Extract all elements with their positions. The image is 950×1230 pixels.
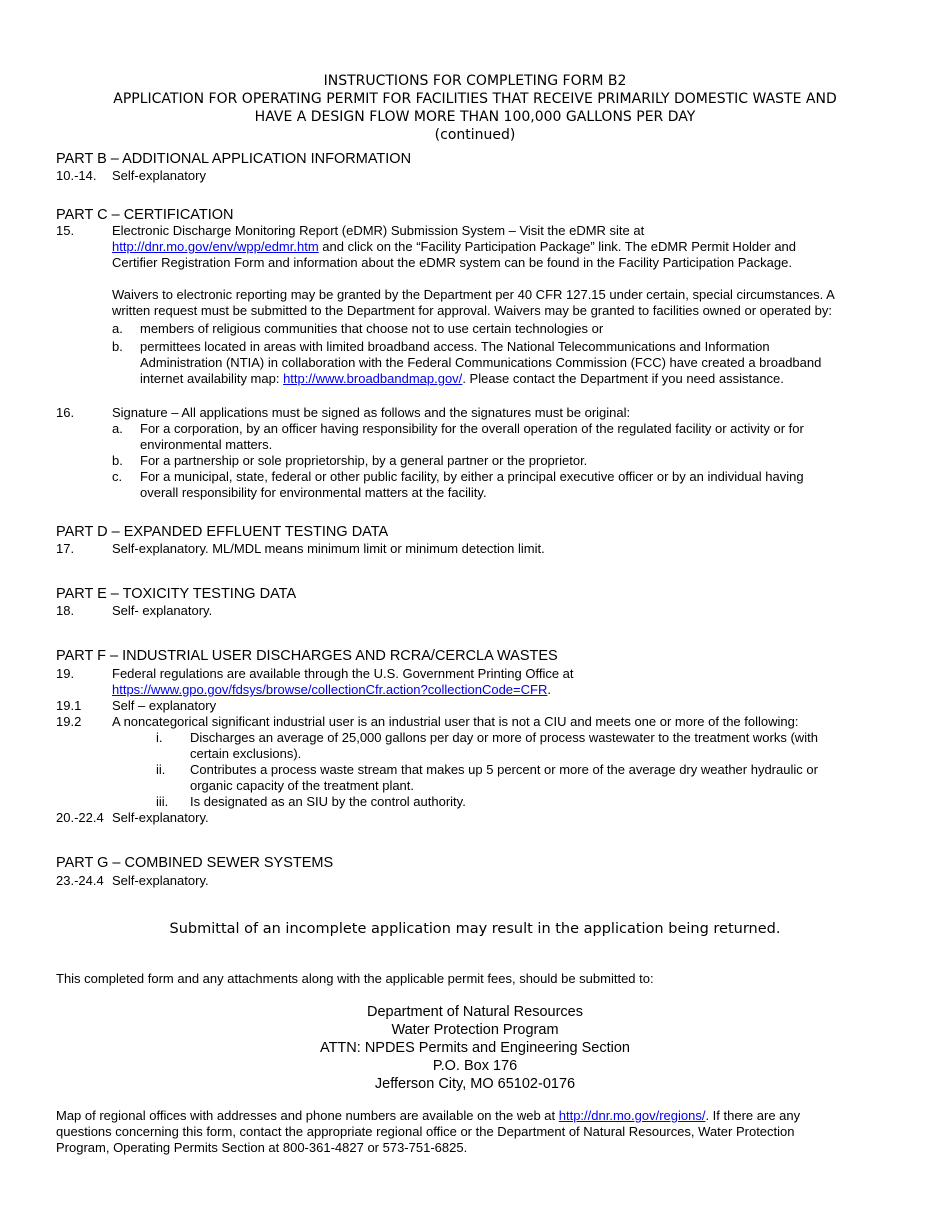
footer-text: questions concerning this form, contact the appropriate regional office or the Department of Natural Resources, Water Protection: [56, 1124, 795, 1139]
item-number: 15.: [56, 223, 75, 238]
list-item: permittees located in areas with limited broadband access. The National Telecommunications and Information: [140, 339, 770, 354]
list-label: b.: [112, 339, 123, 354]
item-text: written request must be submitted to the Department for approval. Waivers may be granted to facilities owned or operated by:: [112, 303, 832, 318]
broadband-map-link[interactable]: http://www.broadbandmap.gov/: [283, 371, 463, 386]
title-line-1: INSTRUCTIONS FOR COMPLETING FORM B2: [323, 73, 627, 89]
submission-instructions: This completed form and any attachments along with the applicable permit fees, should be submitted to:: [56, 971, 654, 986]
address-line: Jefferson City, MO 65102-0176: [374, 1076, 576, 1092]
item-number: 10.-14.: [56, 168, 97, 183]
item-text: A noncategorical significant industrial user is an industrial user that is not a CIU and meets one or more of the following:: [112, 714, 799, 729]
item-text: Signature – All applications must be signed as follows and the signatures must be original:: [112, 405, 631, 420]
address-line: Water Protection Program: [391, 1022, 559, 1038]
list-item: environmental matters.: [140, 437, 273, 452]
item-text: Self- explanatory.: [112, 603, 213, 618]
footer-text: [56, 1108, 800, 1124]
list-item: [140, 371, 784, 387]
gpo-cfr-link[interactable]: https://www.gpo.gov/fdsys/browse/collectionCfr.action?collectionCode=CFR: [112, 682, 548, 697]
list-item: Is designated as an SIU by the control authority.: [190, 794, 466, 809]
item-text: and click on the “Facility Participation Package” link. The eDMR Permit Holder and: [318, 239, 797, 254]
part-f-heading: PART F – INDUSTRIAL USER DISCHARGES AND RCRA/CERCLA WASTES: [56, 648, 558, 664]
address-line: ATTN: NPDES Permits and Engineering Section: [319, 1040, 630, 1056]
item-text: Certifier Registration Form and information about the eDMR system can be found in the Facility Participation Package.: [112, 255, 792, 270]
regional-offices-link[interactable]: http://dnr.mo.gov/regions/: [558, 1108, 706, 1123]
item-number: 20.-22.4: [56, 810, 104, 825]
item-text: [112, 682, 551, 698]
list-item: Administration (NTIA) in collaboration with the Federal Communications Commission (FCC) have created a broadband: [140, 355, 822, 370]
item-text: Waivers to electronic reporting may be granted by the Department per 40 CFR 127.15 under certain, special circumstances. A: [112, 287, 835, 302]
title-line-2: APPLICATION FOR OPERATING PERMIT FOR FACILITIES THAT RECEIVE PRIMARILY DOMESTIC WASTE AND: [113, 91, 837, 107]
part-b-heading: PART B – ADDITIONAL APPLICATION INFORMATION: [56, 151, 412, 167]
item-text: Self-explanatory. ML/MDL means minimum limit or minimum detection limit.: [112, 541, 545, 556]
mailing-address: [0, 1003, 950, 1093]
list-item: Discharges an average of 25,000 gallons per day or more of process wastewater to the treatment works (with: [190, 730, 818, 745]
item-text: Federal regulations are available through the U.S. Government Printing Office at: [112, 666, 574, 681]
footer-text: Map of regional offices with addresses and phone numbers are available on the web at: [56, 1108, 559, 1123]
title-line-3: HAVE A DESIGN FLOW MORE THAN 100,000 GALLONS PER DAY: [254, 109, 696, 125]
item-text: .: [547, 682, 551, 697]
list-label: c.: [112, 469, 123, 484]
list-item: members of religious communities that choose not to use certain technologies or: [140, 321, 604, 336]
part-g-heading: PART G – COMBINED SEWER SYSTEMS: [56, 855, 334, 871]
item-text: Electronic Discharge Monitoring Report (eDMR) Submission System – Visit the eDMR site at: [112, 223, 645, 238]
item-text: [112, 239, 796, 255]
list-label: b.: [112, 453, 123, 468]
list-item: organic capacity of the treatment plant.: [190, 778, 415, 793]
item-number: 18.: [56, 603, 75, 618]
item-number: 19.2: [56, 714, 82, 729]
item-text: Self-explanatory.: [112, 873, 209, 888]
list-label: i.: [156, 730, 163, 745]
title-line-4: (continued): [434, 127, 516, 143]
incomplete-application-notice: Submittal of an incomplete application may result in the application being returned.: [169, 921, 781, 937]
list-item: For a partnership or sole proprietorship, by a general partner or the proprietor.: [140, 453, 588, 468]
footer-text: . If there are any: [705, 1108, 801, 1123]
part-e-heading: PART E – TOXICITY TESTING DATA: [56, 586, 297, 602]
item-text: Self-explanatory.: [112, 810, 209, 825]
footer-text: Program, Operating Permits Section at 800-361-4827 or 573-751-6825.: [56, 1140, 468, 1155]
list-item: certain exclusions).: [190, 746, 302, 761]
item-text: . Please contact the Department if you need assistance.: [462, 371, 784, 386]
list-label: ii.: [156, 762, 166, 777]
list-item: For a municipal, state, federal or other public facility, by either a principal executive officer or by an individual having: [140, 469, 804, 484]
item-text: internet availability map:: [140, 371, 284, 386]
item-number: 19.1: [56, 698, 82, 713]
list-item: For a corporation, by an officer having responsibility for the overall operation of the regulated facility or activity or for: [140, 421, 804, 436]
list-item: Contributes a process waste stream that makes up 5 percent or more of the average dry weather hydraulic or: [190, 762, 818, 777]
item-text: Self-explanatory: [112, 168, 206, 183]
list-item: overall responsibility for environmental matters at the facility.: [140, 485, 487, 500]
item-number: 19.: [56, 666, 75, 681]
list-label: a.: [112, 321, 123, 336]
item-number: 16.: [56, 405, 75, 420]
list-label: iii.: [156, 794, 169, 809]
address-line: P.O. Box 176: [432, 1058, 518, 1074]
part-c-heading: PART C – CERTIFICATION: [56, 207, 234, 223]
document-title: [0, 72, 950, 144]
item-number: 17.: [56, 541, 75, 556]
address-line: Department of Natural Resources: [367, 1004, 583, 1020]
list-label: a.: [112, 421, 123, 436]
item-text: Self – explanatory: [112, 698, 217, 713]
item-number: 23.-24.4: [56, 873, 104, 888]
edmr-link[interactable]: http://dnr.mo.gov/env/wpp/edmr.htm: [112, 239, 319, 254]
part-d-heading: PART D – EXPANDED EFFLUENT TESTING DATA: [56, 524, 389, 540]
